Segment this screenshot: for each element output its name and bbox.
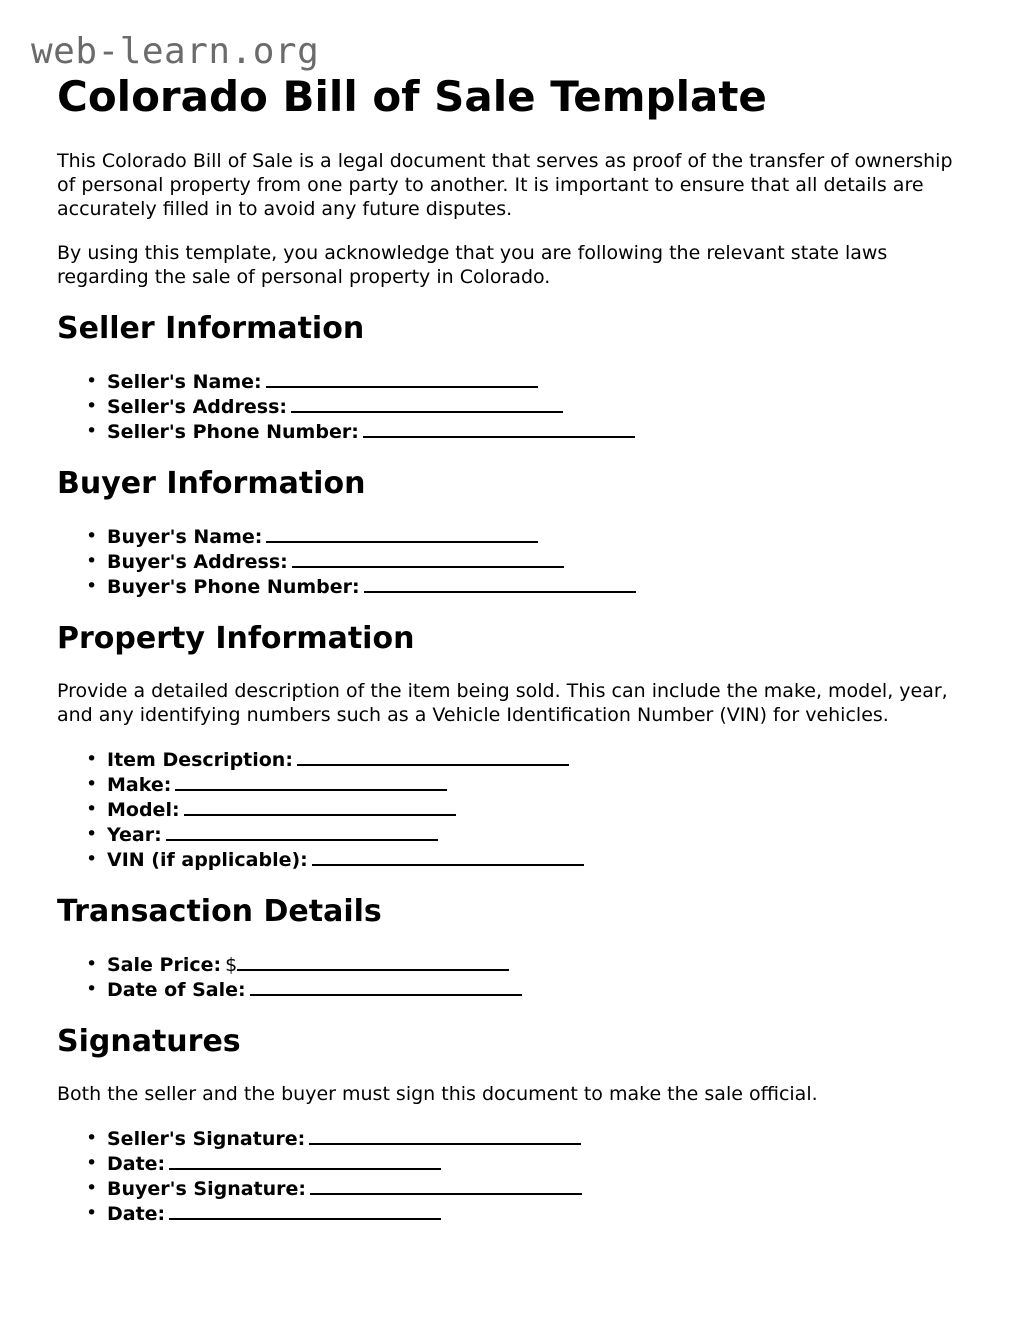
bullet-icon: • <box>86 978 98 1000</box>
bullet-icon: • <box>86 1177 98 1199</box>
buyer-date-blank[interactable] <box>169 1201 441 1220</box>
site-watermark: web-learn.org <box>31 31 320 72</box>
seller-address-field <box>57 394 957 419</box>
seller-name-field <box>57 369 957 394</box>
bullet-icon: • <box>86 370 98 392</box>
make-field <box>57 772 957 797</box>
seller-name-blank[interactable] <box>266 369 538 388</box>
page-title: Colorado Bill of Sale Template <box>57 72 767 121</box>
field-label: Buyer's Phone Number: <box>107 576 360 598</box>
model-blank[interactable] <box>184 797 456 816</box>
signatures-section-heading: Signatures <box>57 1024 241 1059</box>
bullet-icon: • <box>86 575 98 597</box>
model-field <box>57 797 957 822</box>
seller-phone-blank[interactable] <box>363 419 635 438</box>
sale-price-blank[interactable] <box>237 952 509 971</box>
date-of-sale-blank[interactable] <box>250 977 522 996</box>
vin-field <box>57 847 957 872</box>
intro-paragraph-2: By using this template, you acknowledge that you are following the relevant state laws regarding the sale of personal property in Colorado. <box>57 242 888 288</box>
item-description-blank[interactable] <box>297 747 569 766</box>
field-label: Buyer's Name: <box>107 526 263 548</box>
item-description-field <box>57 747 957 772</box>
bullet-icon: • <box>86 420 98 442</box>
date-of-sale-field <box>57 977 957 1002</box>
year-blank[interactable] <box>166 822 438 841</box>
signatures-field-list <box>57 1126 957 1226</box>
field-label: Item Description: <box>107 749 293 771</box>
bullet-icon: • <box>86 823 98 845</box>
buyer-section-heading: Buyer Information <box>57 466 366 501</box>
buyer-signature-field <box>57 1176 957 1201</box>
make-blank[interactable] <box>175 772 447 791</box>
vin-blank[interactable] <box>312 847 584 866</box>
bullet-icon: • <box>86 773 98 795</box>
currency-symbol: $ <box>225 954 238 976</box>
buyer-phone-field <box>57 574 957 599</box>
buyer-signature-blank[interactable] <box>310 1176 582 1195</box>
seller-phone-field <box>57 419 957 444</box>
year-field <box>57 822 957 847</box>
buyer-address-field <box>57 549 957 574</box>
seller-date-field <box>57 1151 957 1176</box>
field-label: VIN (if applicable): <box>107 849 308 871</box>
property-field-list <box>57 747 957 872</box>
bullet-icon: • <box>86 748 98 770</box>
buyer-date-field <box>57 1201 957 1226</box>
transaction-field-list <box>57 952 957 1002</box>
sale-price-field <box>57 952 957 977</box>
seller-field-list <box>57 369 957 444</box>
bullet-icon: • <box>86 1127 98 1149</box>
field-label: Buyer's Signature: <box>107 1178 306 1200</box>
seller-signature-blank[interactable] <box>309 1126 581 1145</box>
buyer-address-blank[interactable] <box>292 549 564 568</box>
seller-address-blank[interactable] <box>291 394 563 413</box>
field-label: Date: <box>107 1153 166 1175</box>
field-label: Date of Sale: <box>107 979 246 1001</box>
field-label: Seller's Phone Number: <box>107 421 359 443</box>
document-page <box>57 70 957 1226</box>
bullet-icon: • <box>86 1202 98 1224</box>
signatures-description: Both the seller and the buyer must sign this document to make the sale official. <box>57 1083 818 1105</box>
transaction-section-heading: Transaction Details <box>57 894 382 929</box>
field-label: Model: <box>107 799 180 821</box>
bullet-icon: • <box>86 798 98 820</box>
bullet-icon: • <box>86 953 98 975</box>
field-label: Seller's Address: <box>107 396 287 418</box>
field-label: Seller's Name: <box>107 371 262 393</box>
field-label: Make: <box>107 774 172 796</box>
seller-date-blank[interactable] <box>169 1151 441 1170</box>
field-label: Seller's Signature: <box>107 1128 306 1150</box>
field-label: Sale Price: <box>107 954 222 976</box>
bullet-icon: • <box>86 395 98 417</box>
bullet-icon: • <box>86 550 98 572</box>
field-label: Buyer's Address: <box>107 551 288 573</box>
buyer-name-field <box>57 524 957 549</box>
property-section-heading: Property Information <box>57 621 415 656</box>
field-label: Year: <box>107 824 162 846</box>
buyer-field-list <box>57 524 957 599</box>
buyer-phone-blank[interactable] <box>364 574 636 593</box>
bullet-icon: • <box>86 1152 98 1174</box>
bullet-icon: • <box>86 525 98 547</box>
seller-signature-field <box>57 1126 957 1151</box>
buyer-name-blank[interactable] <box>266 524 538 543</box>
intro-paragraph-1: This Colorado Bill of Sale is a legal document that serves as proof of the transfer of ownership of personal property from one party to another. It is important to ensure that all details are accurately filled in to avoid any future disputes. <box>57 150 953 220</box>
bullet-icon: • <box>86 848 98 870</box>
field-label: Date: <box>107 1203 166 1225</box>
property-description: Provide a detailed description of the item being sold. This can include the make, model, year, and any identifying numbers such as a Vehicle Identification Number (VIN) for vehicles. <box>57 680 948 726</box>
seller-section-heading: Seller Information <box>57 311 365 346</box>
